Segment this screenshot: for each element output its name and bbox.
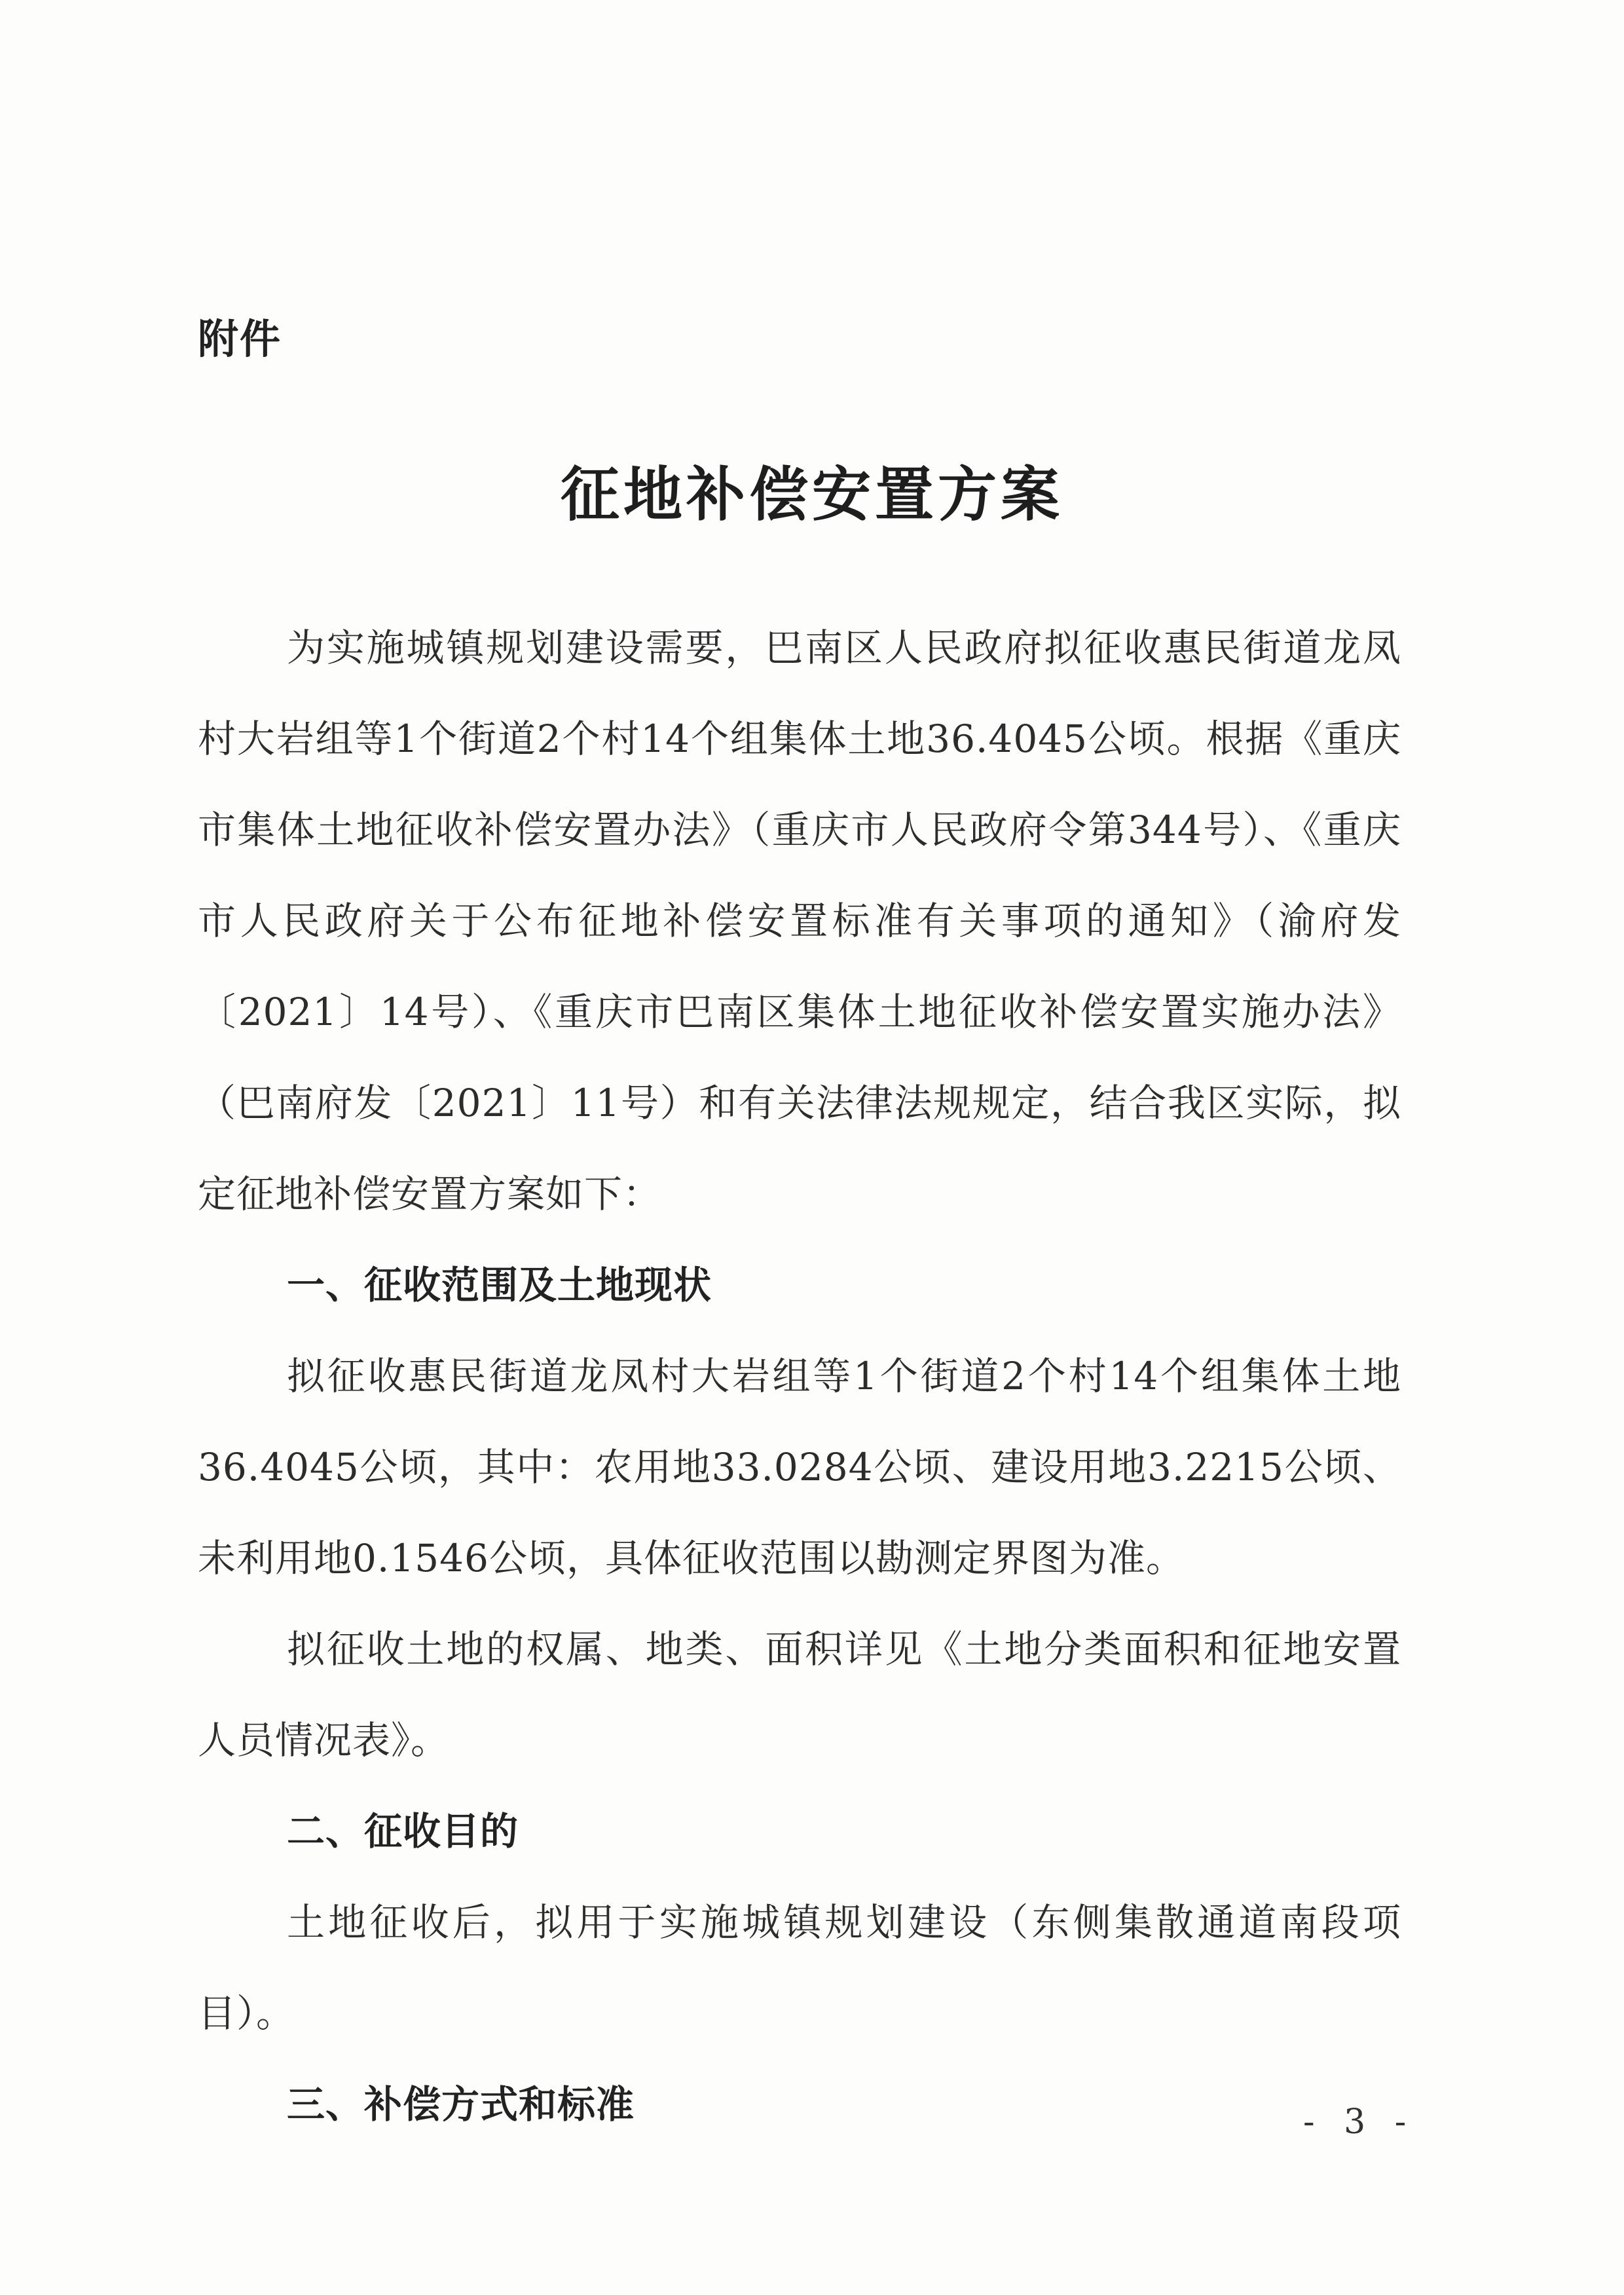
attachment-label: 附件 <box>198 315 282 363</box>
section-heading-purpose: 二、征收目的 <box>287 1809 519 1854</box>
document-title: 征地补偿安置方案 <box>561 460 1063 529</box>
intro-paragraph: 为实施城镇规划建设需要，巴南区人民政府拟征收惠民街道龙凤村大岩组等1个街道2个村14个组集体土地36.4045公顷。根据《重庆市集体土地征收补偿安置办法》（重庆市人民政府令第344号）、《重庆市人民政府关于公布征地补偿安置标准有关事项的通知》（渝府发〔2021〕14号）、《重庆市巴南区集体土地征收补偿安置实施办法》（巴南府发〔2021〕11号）和有关法律法规规定，结合我区实际，拟定征地补偿安置方案如下： <box>198 625 1401 1216</box>
document-body <box>198 603 1401 2150</box>
scope-paragraph: 拟征收惠民街道龙凤村大岩组等1个街道2个村14个组集体土地36.4045公顷，其中：农用地33.0284公顷、建设用地3.2215公顷、未利用地0.1546公顷，具体征收范围以勘测定界图为准。 <box>198 1354 1401 1580</box>
section-heading-compensation: 三、补偿方式和标准 <box>287 2082 635 2127</box>
purpose-paragraph: 土地征收后，拟用于实施城镇规划建设（东侧集散通道南段项目）。 <box>198 1900 1401 2036</box>
land-details-paragraph: 拟征收土地的权属、地类、面积详见《土地分类面积和征地安置人员情况表》。 <box>198 1627 1401 1763</box>
section-heading-scope: 一、征收范围及土地现状 <box>287 1263 712 1307</box>
page-number: - 3 - <box>1303 2102 1416 2142</box>
